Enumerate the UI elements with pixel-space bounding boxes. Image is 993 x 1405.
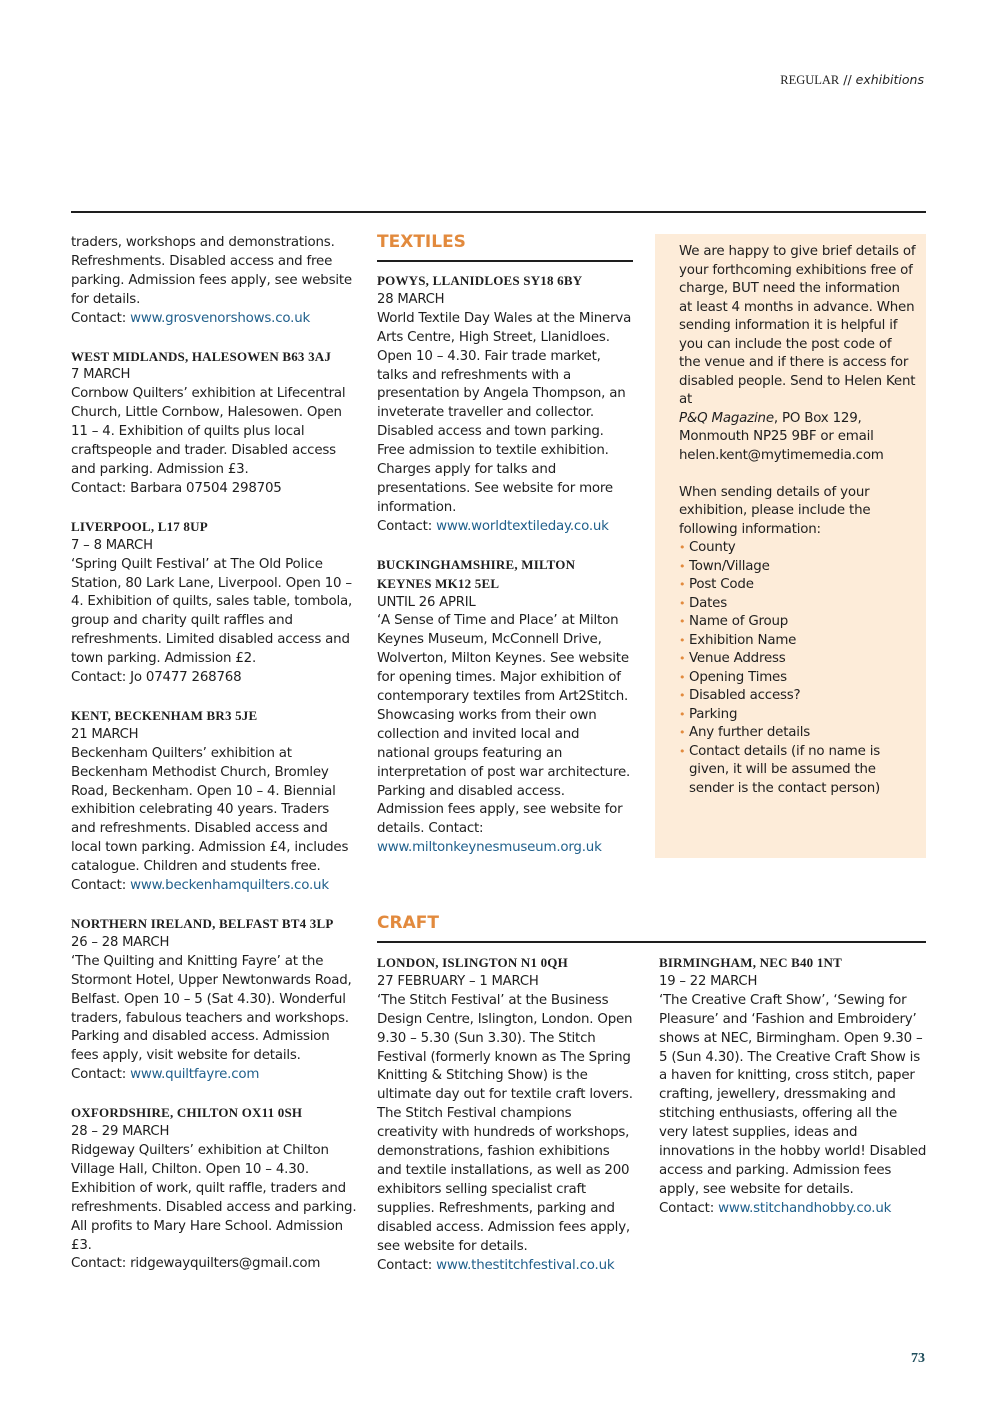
section-textiles bbox=[377, 231, 633, 877]
listing-location: WEST MIDLANDS, HALESOWEN B63 3AJ bbox=[71, 348, 332, 364]
listing-location: LIVERPOOL, L17 8UP bbox=[71, 518, 208, 534]
listing-description: Ridgeway Quilters’ exhibition at Chilton Village Hall, Chilton. Open 10 – 4.30. Exhibition of work, quilt raffle, traders and refreshments. Disabled access and parking. All profits to Mary Hare School. Admission £3. Contact: ridgewayquilters@gmail.com bbox=[71, 1142, 357, 1272]
listing-description: ‘Spring Quilt Festival’ at The Old Police Station, 80 Lark Lane, Liverpool. Open 10 – 4. Exhibition of quilts, sales table, tombola, group and charity quilt raffles and refreshments. Limited disabled access and town parking. Admission £2. Contact: Jo 07477 268768 bbox=[71, 556, 353, 686]
list-item: • Opening Times bbox=[679, 669, 916, 688]
required-info-list bbox=[679, 539, 916, 798]
listing-location: POWYS, LLANIDLOES SY18 6BY bbox=[377, 273, 583, 288]
listing-entry bbox=[377, 556, 633, 859]
listing-description: ‘The Creative Craft Show’, ‘Sewing for Pleasure’ and ‘Fashion and Embroidery’ shows at NEC, Birmingham. Open 9.30 – 5 (Sun 4.30). The Creative Craft Show is a haven for knitting, cross stitch, paper crafting, jewellery, dressmaking and stitching enthusiasts, offering all the very latest supplies, ideas and innovations in the hobby world! Disabled access and parking. Admission fees apply, see website for details. Contact: www.stitchandhobby.co.uk bbox=[659, 992, 927, 1216]
listing-date: 19 – 22 MARCH bbox=[659, 973, 758, 989]
bullet-icon: • bbox=[679, 689, 686, 702]
listing-date: 21 MARCH bbox=[71, 726, 139, 742]
bullet-icon: • bbox=[679, 726, 686, 739]
info-intro: We are happy to give brief details of your forthcoming exhibitions free of charge, BUT need the information at least 4 months in advance. When sending information it is helpful if you can include the post code of the venue and if there is access for disabled people. Send to Helen Kent at P&Q Magazine, PO Box 129, Monmouth NP25 9BF or email helen.kent@mytimemedia.com bbox=[679, 244, 916, 463]
section-title-craft: CRAFT bbox=[377, 913, 439, 933]
list-item: • Venue Address bbox=[679, 650, 916, 669]
contact-email[interactable]: helen.kent@mytimemedia.com bbox=[679, 447, 884, 463]
column-craft-1 bbox=[377, 954, 633, 1294]
listing-entry bbox=[659, 954, 927, 1219]
contact-text: Barbara 07504 298705 bbox=[130, 480, 282, 496]
magazine-name: P&Q Magazine bbox=[679, 410, 774, 426]
listing-date: UNTIL 26 APRIL bbox=[377, 594, 476, 610]
listing-description: ‘The Stitch Festival’ at the Business Design Centre, Islington, London. Open 9.30 – 5.30 (Sun 3.30). The Stitch Festival (formerly known as The Spring Knitting & Stitching Show) is the ultimate day out for textile craft lovers. The Stitch Festival champions creativity with hundreds of workshops, demonstrations, fashion exhibitions and textile installations, as well as 200 exhibitors selling specialist craft supplies. Refreshments, parking and disabled access. Admission fees apply, see website for details. Contact: www.thestitchfestival.co.uk bbox=[377, 992, 633, 1273]
list-item: • Exhibition Name bbox=[679, 632, 916, 651]
listing-location: BUCKINGHAMSHIRE, MILTON KEYNES MK12 5EL bbox=[377, 556, 576, 591]
list-item: • Name of Group bbox=[679, 613, 916, 632]
listing-continued bbox=[71, 234, 357, 329]
listing-entry bbox=[71, 707, 357, 896]
contact-link[interactable]: www.stitchandhobby.co.uk bbox=[718, 1200, 892, 1216]
list-item: • Contact details (if no name is given, it will be assumed the sender is the contact person) bbox=[679, 743, 881, 796]
bullet-icon: • bbox=[679, 707, 686, 721]
bullet-icon: • bbox=[679, 670, 686, 684]
listing-description: Beckenham Quilters’ exhibition at Beckenham Methodist Church, Bromley Road, Beckenham. Open 10 – 4. Biennial exhibition celebrating 40 years. Traders and refreshments. Disabled access and local town parking. Admission £4, includes catalogue. Children and students free. Contact: www.beckenhamquilters.co.uk bbox=[71, 745, 349, 894]
column-listings-1 bbox=[71, 234, 357, 1293]
running-head-separator: // bbox=[839, 72, 856, 87]
bullet-icon: • bbox=[679, 596, 686, 610]
page-number: 73 bbox=[911, 1351, 925, 1366]
bullet-icon: • bbox=[679, 633, 686, 647]
column-craft-2 bbox=[659, 954, 927, 1238]
listing-location: KENT, BECKENHAM BR3 5JE bbox=[71, 707, 258, 723]
list-item: • Town/Village bbox=[679, 558, 916, 577]
contact-link[interactable]: www.quiltfayre.com bbox=[130, 1067, 260, 1083]
listing-date: 7 MARCH bbox=[71, 367, 131, 383]
running-head-section: REGULAR bbox=[780, 73, 840, 87]
section-title-textiles: TEXTILES bbox=[377, 232, 466, 252]
bullet-icon: • bbox=[679, 652, 686, 665]
listing-entry bbox=[377, 954, 633, 1275]
bullet-icon: • bbox=[679, 541, 686, 554]
section-divider bbox=[377, 260, 633, 262]
bullet-icon: • bbox=[679, 615, 686, 628]
top-divider bbox=[71, 211, 926, 213]
listing-location: OXFORDSHIRE, CHILTON OX11 0SH bbox=[71, 1105, 303, 1121]
list-item: • Disabled access? bbox=[679, 687, 916, 706]
bullet-icon: • bbox=[679, 559, 686, 573]
listing-date: 26 – 28 MARCH bbox=[71, 934, 170, 950]
listing-description: World Textile Day Wales at the Minerva Arts Centre, High Street, Llanidloes. Open 10 – 4.30. Fair trade market, talks and refreshments with a presentation by Angela Thompson, an inveterate traveller and collector. Disabled access and town parking. Free admission to textile exhibition. Charges apply for talks and presentations. See website for more information. Contact: www.worldtextileday.co.uk bbox=[377, 310, 632, 534]
contact-text: Jo 07477 268768 bbox=[130, 670, 242, 686]
info-list-intro: When sending details of your exhibition, please include the following information: bbox=[679, 484, 871, 537]
contact-link[interactable]: www.miltonkeynesmuseum.org.uk bbox=[377, 840, 602, 856]
listing-description: Cornbow Quilters’ exhibition at Lifecentral Church, Little Cornbow, Halesowen. Open 11 – 4. Exhibition of quilts plus local craftspeople and trader. Disabled access and parking. Admission £3. Contact: Barbara 07504 298705 bbox=[71, 386, 346, 496]
listing-date: 27 FEBRUARY – 1 MARCH bbox=[377, 973, 539, 989]
list-item: • Parking bbox=[679, 706, 916, 725]
contact-link[interactable]: www.beckenhamquilters.co.uk bbox=[130, 878, 329, 894]
contact-link[interactable]: www.worldtextileday.co.uk bbox=[436, 518, 609, 534]
listing-entry bbox=[377, 272, 633, 537]
listing-entry bbox=[71, 518, 357, 688]
list-item: • Any further details bbox=[679, 724, 916, 743]
listing-entry bbox=[71, 348, 357, 499]
submission-info-box bbox=[655, 234, 926, 858]
running-head-subsection: exhibitions bbox=[855, 72, 924, 87]
running-head bbox=[780, 72, 924, 88]
contact-link[interactable]: www.grosvenorshows.co.uk bbox=[130, 310, 311, 326]
listing-location: BIRMINGHAM, NEC B40 1NT bbox=[659, 955, 842, 970]
list-item: • County bbox=[679, 539, 916, 558]
listing-location: LONDON, ISLINGTON N1 0QH bbox=[377, 955, 568, 970]
bullet-icon: • bbox=[679, 744, 686, 758]
listing-description: traders, workshops and demonstrations. Refreshments. Disabled access and free parking. Admission fees apply, see website for details. Contact: www.grosvenorshows.co.uk bbox=[71, 235, 352, 326]
contact-link[interactable]: www.thestitchfestival.co.uk bbox=[436, 1257, 615, 1273]
section-craft-header bbox=[377, 912, 926, 953]
listing-description: ‘The Quilting and Knitting Fayre’ at the Stormont Hotel, Upper Newtonwards Road, Belfast. Open 10 – 5 (Sat 4.30). Wonderful traders, fabulous teachers and workshops. Parking and disabled access. Admission fees apply, visit website for details. Contact: www.quiltfayre.com bbox=[71, 953, 352, 1083]
listing-date: 28 – 29 MARCH bbox=[71, 1124, 170, 1140]
listing-date: 28 MARCH bbox=[377, 291, 445, 307]
list-item: • Dates bbox=[679, 595, 916, 614]
listing-location: NORTHERN IRELAND, BELFAST BT4 3LP bbox=[71, 916, 334, 931]
bullet-icon: • bbox=[679, 578, 686, 591]
listing-entry bbox=[71, 915, 357, 1085]
list-item: • Post Code bbox=[679, 576, 916, 595]
listing-date: 7 – 8 MARCH bbox=[71, 537, 153, 553]
contact-text: ridgewayquilters@gmail.com bbox=[130, 1256, 321, 1272]
listing-entry bbox=[71, 1104, 357, 1274]
listing-description: ‘A Sense of Time and Place’ at Milton Keynes Museum, McConnell Drive, Wolverton, Milton Keynes. See website for opening times. Major exhibition of contemporary textiles from Art2Stitch. Showcasing works from their own collection and invited local and national groups featuring an interpretation of post war architecture. Parking and disabled access. Admission fees apply, see website for details. Contact: www.miltonkeynesmuseum.org.uk bbox=[377, 613, 631, 856]
section-divider bbox=[377, 941, 926, 943]
